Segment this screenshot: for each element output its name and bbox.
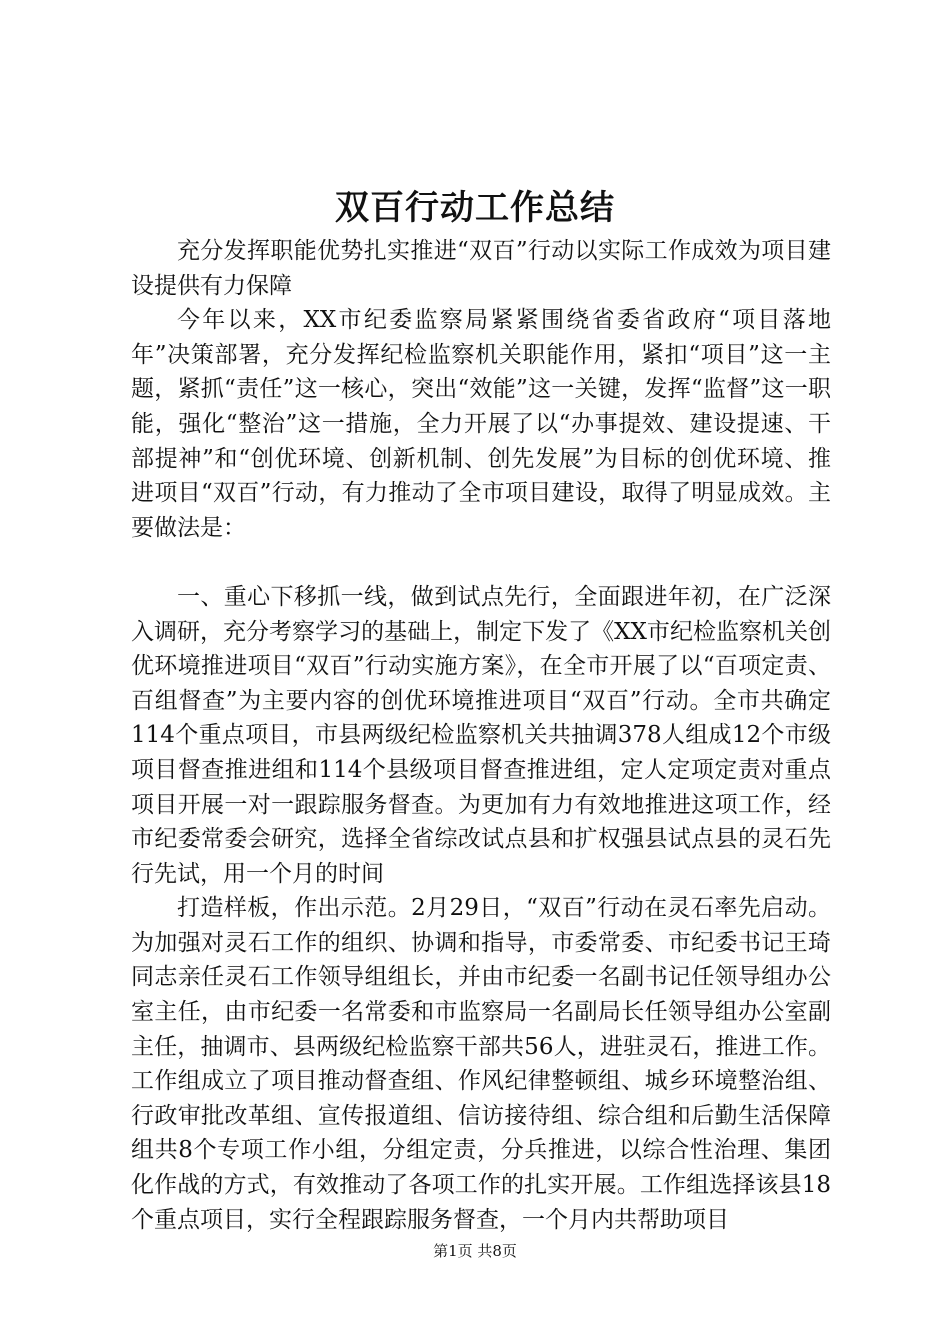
paragraph-section-one: 一、重心下移抓一线，做到试点先行，全面跟进年初，在广泛深入调研，充分考察学习的基础上，制定下发了《XX市纪检监察机关创优环境推进项目“双百”行动实施方案》，在全市开展了以“百项定责、百组督查”为主要内容的创优环境推进项目“双百”行动。全市共确定114个重点项目，市县两级纪检监察机关共抽调378人组成12个市级项目督查推进组和114个县级项目督查推进组，定人定项定责对重点项目开展一对一跟踪服务督查。为更加有力有效地推进这项工作，经市纪委常委会研究，选择全省综改试点县和扩权强县试点县的灵石先行先试，用一个月的时间 bbox=[131, 583, 831, 887]
paragraph-subtitle: 充分发挥职能优势扎实推进“双百”行动以实际工作成效为项目建设提供有力保障 bbox=[131, 238, 831, 299]
page-number-footer: 第1页 共8页 bbox=[433, 1242, 517, 1260]
paragraph-pilot: 打造样板，作出示范。2月29日，“双百”行动在灵石率先启动。为加强对灵石工作的组织、协调和指导，市委常委、市纪委书记王琦同志亲任灵石工作领导组组长，并由市纪委一名副书记任领导组办公室主任，由市纪委一名常委和市监察局一名副局长任领导组办公室副主任，抽调市、县两级纪检监察干部共56人，进驻灵石，推进工作。工作组成立了项目推动督查组、作风纪律整顿组、城乡环境整治组、行政审批改革组、宣传报道组、信访接待组、综合组和后勤生活保障组共8个专项工作小组，分组定责，分兵推进，以综合性治理、集团化作战的方式，有效推动了各项工作的扎实开展。工作组选择该县18个重点项目，实行全程跟踪服务督查，一个月内共帮助项目 bbox=[131, 895, 831, 1233]
document-body bbox=[131, 234, 831, 1237]
paragraph-intro: 今年以来，XX市纪委监察局紧紧围绕省委省政府“项目落地年”决策部署，充分发挥纪检监察机关职能作用，紧扣“项目”这一主题，紧抓“责任”这一核心，突出“效能”这一关键，发挥“监督”这一职能，强化“整治”这一措施，全力开展了以“办事提效、建设提速、干部提神”和“创优环境、创新机制、创先发展”为目标的创优环境、推进项目“双百”行动，有力推动了全市项目建设，取得了明显成效。主要做法是： bbox=[131, 307, 831, 541]
document-title: 双百行动工作总结 bbox=[335, 188, 615, 228]
